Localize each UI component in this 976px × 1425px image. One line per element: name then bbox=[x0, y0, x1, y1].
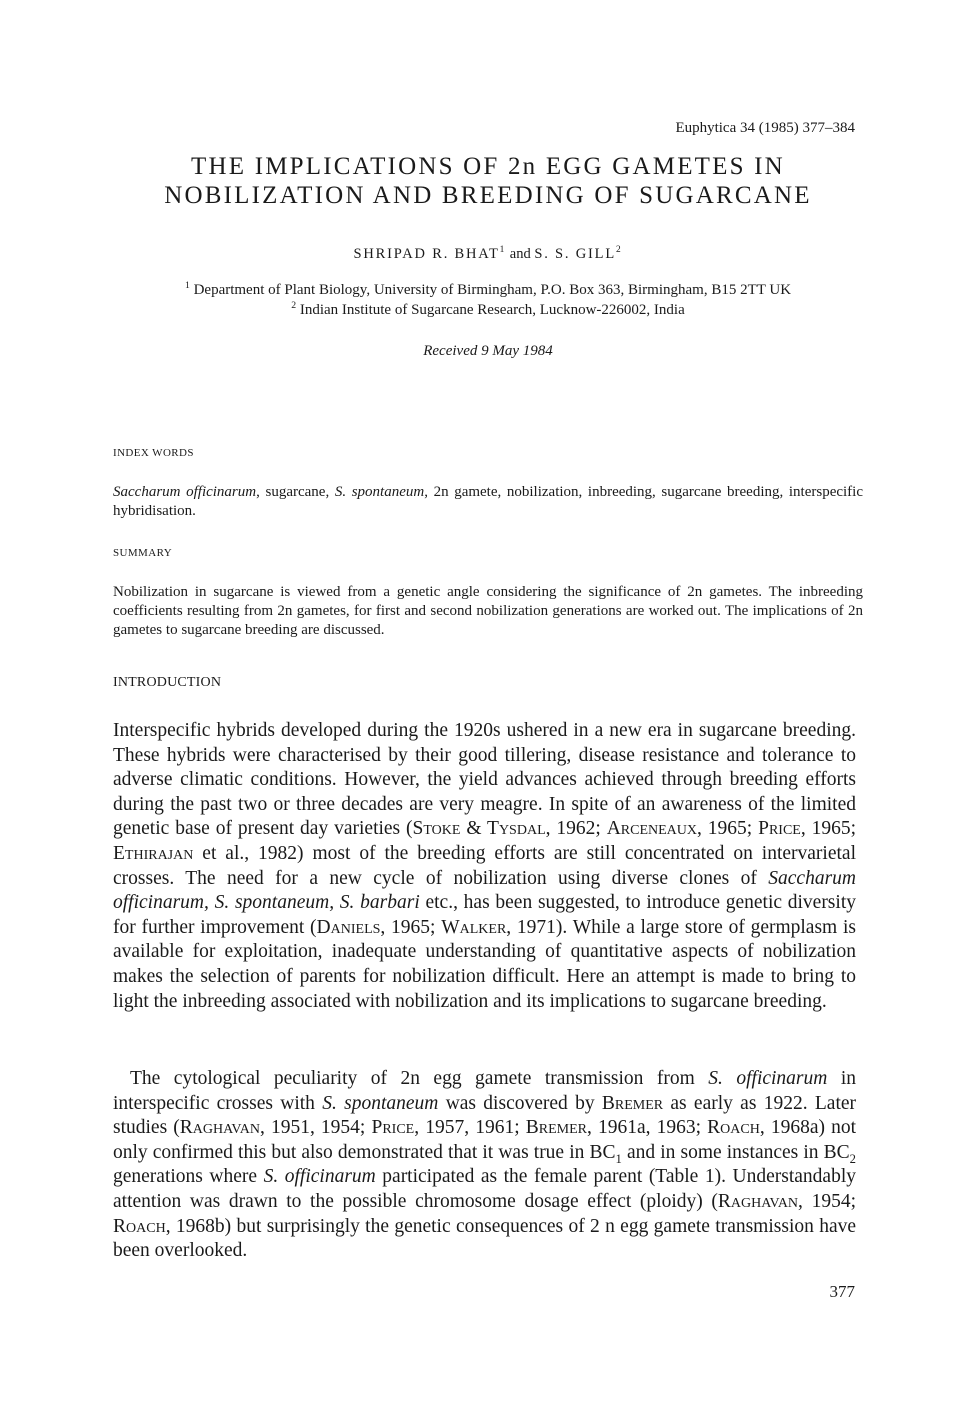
summary-text: Nobilization in sugarcane is viewed from a genetic angle considering the significance of 2n gametes. The inbreeding coefficients resulting from 2n gametes, for first and second nobilization generations are worked out. The implications of 2n gametes to sugarcane breeding are discussed. bbox=[113, 584, 863, 638]
citation-author: Bremer bbox=[601, 1092, 664, 1114]
keyword-italic: S. spontaneum bbox=[334, 484, 425, 500]
introduction-heading: INTRODUCTION bbox=[113, 675, 222, 690]
text-run: generations where bbox=[113, 1166, 264, 1188]
citation-author: Walker bbox=[441, 916, 507, 938]
title-line-2: NOBILIZATION AND BREEDING OF SUGARCANE bbox=[164, 182, 812, 209]
text-run: , 1961a, 1963; bbox=[586, 1117, 708, 1139]
author-conjunction: and bbox=[506, 246, 535, 262]
citation-author: Roach bbox=[113, 1215, 166, 1237]
index-words-heading: INDEX WORDS bbox=[113, 447, 194, 459]
affiliation-2 bbox=[0, 302, 976, 319]
affiliation-2-mark: 2 bbox=[291, 300, 297, 311]
index-words bbox=[113, 483, 863, 521]
affiliation-1-text: Department of Plant Biology, University of Birmingham, P.O. Box 363, Birmingham, B15 2TT UK bbox=[189, 282, 792, 298]
author-2: S. S. GILL bbox=[534, 246, 616, 262]
species-name: S. officinarum bbox=[263, 1166, 376, 1188]
text-run: , 1957, 1961; bbox=[414, 1117, 526, 1139]
text-run: was discovered by bbox=[438, 1092, 602, 1114]
text-run: The cytological peculiarity of 2n egg gamete transmission from bbox=[130, 1068, 709, 1089]
citation-author: Raghavan bbox=[717, 1190, 799, 1212]
text-run: Interspecific hybrids developed during the 1920s ushered in a new era in sugarcane breeding. These hybrids were characterised by their good tillering, disease resistance and tolerance to adverse climatic conditions. However, the yield advances achieved through breeding efforts during the past two or three decades are very meagre. In spite of an awareness of the limited genetic base of present day varieties ( bbox=[113, 720, 856, 840]
text-run: , 1968b) but surprisingly the genetic consequences of 2 n egg gamete transmission have been overlooked. bbox=[113, 1215, 856, 1262]
introduction-paragraph-2 bbox=[113, 1067, 856, 1264]
text-run: , 1951, 1954; bbox=[259, 1117, 372, 1139]
text-run: , 1968a) not only confirmed this but also demonstrated that it was true in BC bbox=[113, 1117, 856, 1163]
affiliation-1 bbox=[0, 282, 976, 299]
keyword-text: , sugarcane, bbox=[256, 484, 335, 500]
text-run: , 1954; bbox=[798, 1190, 856, 1212]
citation-author: Arceneaux bbox=[606, 818, 698, 840]
text-run: participated as the female parent (Table 1). Understandably attention was drawn to the possible chromosome dosage effect (ploidy) ( bbox=[113, 1166, 856, 1212]
text-run: as early as 1922. Later studies ( bbox=[113, 1092, 857, 1139]
author-list bbox=[0, 246, 976, 263]
received-date: Received 9 May 1984 bbox=[423, 343, 553, 359]
text-run: etc., has been suggested, to introduce genetic diversity for further improvement ( bbox=[113, 892, 856, 938]
journal-citation: Euphytica 34 (1985) 377–384 bbox=[675, 120, 855, 136]
keyword-italic: Saccharum officinarum bbox=[113, 484, 257, 500]
text-run: and in some instances in BC bbox=[621, 1141, 850, 1163]
summary-heading: SUMMARY bbox=[113, 547, 173, 559]
title-line-1: THE IMPLICATIONS OF 2n EGG GAMETES IN bbox=[191, 153, 785, 180]
text-run: , 1971). While a large store of germplasm is available for exploitation, inadequate understanding of quantitative aspects of nobilization makes the selection of parents for nobilization difficult. Here an attempt is made to bring to light the inbreeding associated with nobilization and its implications to sugarcane breeding. bbox=[113, 916, 856, 1012]
subscript: 2 bbox=[849, 1151, 856, 1166]
keyword-text: , 2n gamete, nobilization, inbreeding, sugarcane breeding, interspecific hybridisation. bbox=[113, 484, 863, 519]
affiliation-1-mark: 1 bbox=[184, 280, 190, 291]
page-number: 377 bbox=[829, 1282, 855, 1301]
affiliation-2-text: Indian Institute of Sugarcane Research, Lucknow-226002, India bbox=[296, 302, 685, 318]
subscript: 1 bbox=[615, 1151, 622, 1166]
text-run: , 1965; bbox=[380, 916, 442, 938]
author-2-affiliation-mark: 2 bbox=[615, 245, 623, 256]
author-1-affiliation-mark: 1 bbox=[499, 245, 507, 256]
paper-title bbox=[0, 152, 976, 210]
author-1: SHRIPAD R. BHAT bbox=[353, 246, 500, 262]
citation-author: Ethirajan bbox=[113, 842, 194, 864]
text-run: , 1965; bbox=[800, 818, 857, 840]
introduction-paragraph-1 bbox=[113, 719, 856, 1014]
citation-author: Stoke & Tysdal bbox=[412, 818, 546, 840]
citation-author: Price bbox=[758, 818, 801, 840]
citation-author: Raghavan bbox=[179, 1117, 260, 1139]
text-run: , 1962; bbox=[545, 818, 607, 840]
text-run: , 1965; bbox=[697, 818, 759, 840]
citation-author: Bremer bbox=[525, 1117, 587, 1139]
species-name: Saccharum officinarum, S. spontaneum, S. barbari bbox=[113, 867, 856, 914]
citation-author: Roach bbox=[707, 1117, 760, 1139]
species-name: S. officinarum bbox=[708, 1068, 828, 1089]
citation-author: Daniels bbox=[316, 916, 381, 938]
text-run: et al., 1982) most of the breeding efforts are still concentrated on intervarietal crosses. The need for a new cycle of nobilization using diverse clones of bbox=[113, 842, 856, 889]
text-run: in interspecific crosses with bbox=[113, 1068, 856, 1114]
citation-author: Price bbox=[371, 1117, 415, 1139]
species-name: S. spontaneum bbox=[322, 1092, 439, 1114]
